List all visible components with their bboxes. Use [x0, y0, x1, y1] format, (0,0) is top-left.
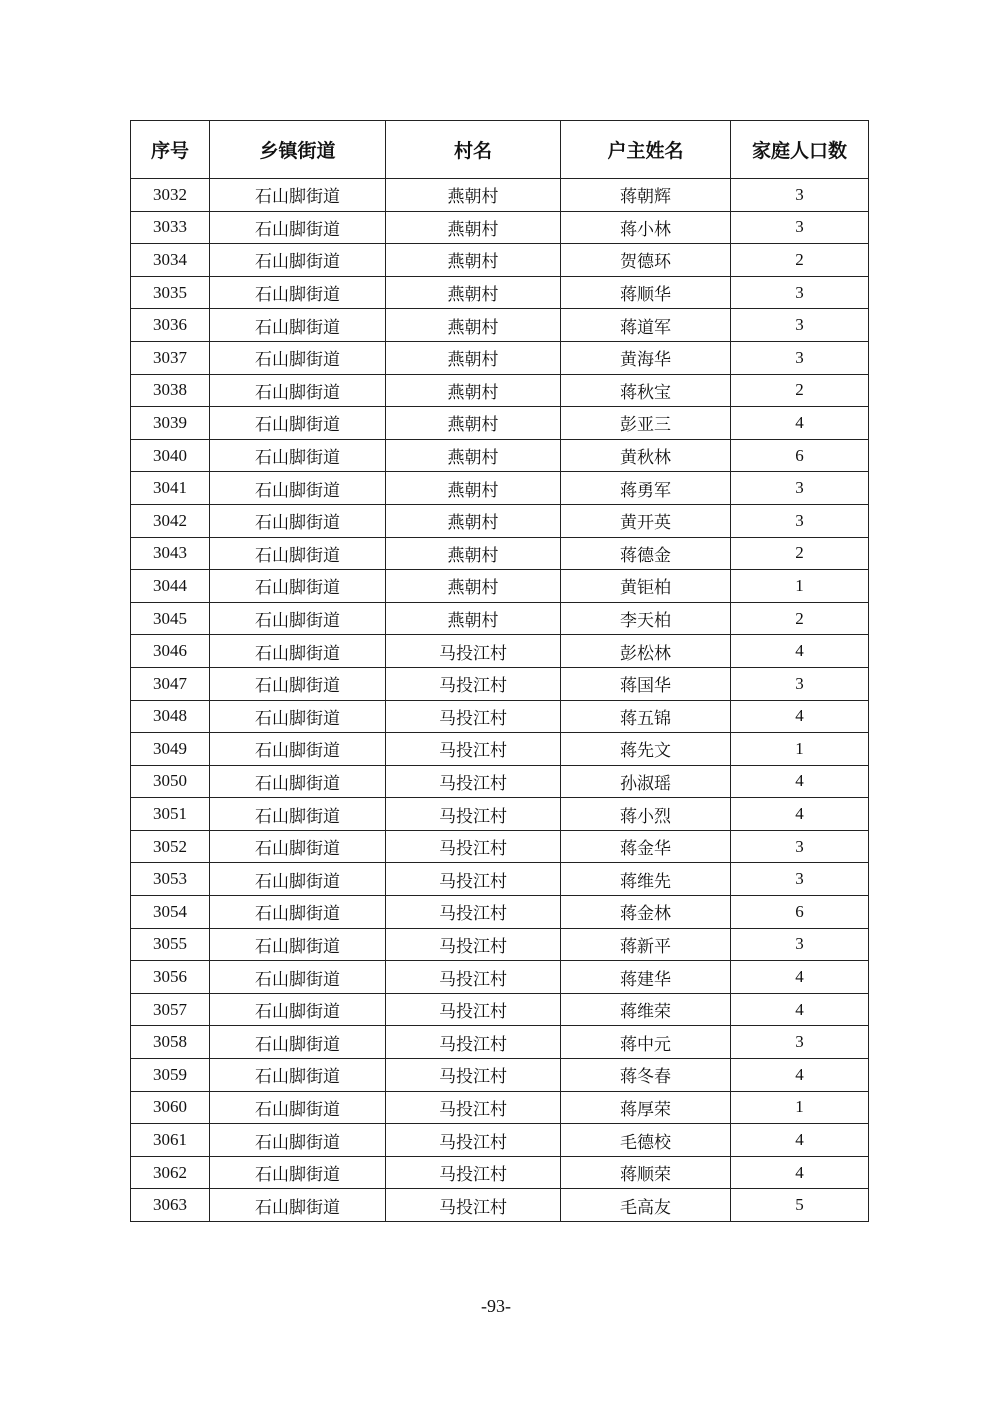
township-cell: 石山脚街道 — [210, 1189, 386, 1222]
householder-cell: 黄开英 — [561, 504, 731, 537]
household-size-cell: 2 — [731, 374, 869, 407]
village-cell: 马投江村 — [386, 1124, 561, 1157]
household-size-cell: 3 — [731, 504, 869, 537]
household-size-cell: 4 — [731, 1124, 869, 1157]
household-size-cell: 1 — [731, 570, 869, 603]
householder-cell: 蒋厚荣 — [561, 1091, 731, 1124]
table-row — [131, 1156, 869, 1189]
household-size-cell: 6 — [731, 439, 869, 472]
table-body — [131, 179, 869, 1222]
village-cell: 燕朝村 — [386, 537, 561, 570]
serial-number-cell: 3057 — [131, 993, 210, 1026]
table-row — [131, 276, 869, 309]
table-row — [131, 635, 869, 668]
village-cell: 马投江村 — [386, 1091, 561, 1124]
table-row — [131, 504, 869, 537]
table-row — [131, 179, 869, 212]
table-row — [131, 667, 869, 700]
village-cell: 马投江村 — [386, 733, 561, 766]
table-row — [131, 374, 869, 407]
township-cell: 石山脚街道 — [210, 504, 386, 537]
householder-cell: 蒋道军 — [561, 309, 731, 342]
township-cell: 石山脚街道 — [210, 961, 386, 994]
table-row — [131, 733, 869, 766]
householder-cell: 蒋小林 — [561, 211, 731, 244]
household-size-cell: 3 — [731, 211, 869, 244]
table-row — [131, 407, 869, 440]
header-village-name: 村名 — [386, 121, 561, 179]
household-size-cell: 3 — [731, 309, 869, 342]
householder-cell: 蒋金林 — [561, 896, 731, 929]
village-cell: 燕朝村 — [386, 341, 561, 374]
township-cell: 石山脚街道 — [210, 341, 386, 374]
table-row — [131, 928, 869, 961]
household-size-cell: 3 — [731, 472, 869, 505]
village-cell: 燕朝村 — [386, 602, 561, 635]
householder-cell: 蒋金华 — [561, 830, 731, 863]
serial-number-cell: 3034 — [131, 244, 210, 277]
township-cell: 石山脚街道 — [210, 1156, 386, 1189]
township-cell: 石山脚街道 — [210, 570, 386, 603]
householder-cell: 贺德环 — [561, 244, 731, 277]
township-cell: 石山脚街道 — [210, 309, 386, 342]
table-row — [131, 472, 869, 505]
serial-number-cell: 3035 — [131, 276, 210, 309]
table-row — [131, 765, 869, 798]
township-cell: 石山脚街道 — [210, 733, 386, 766]
household-size-cell: 3 — [731, 179, 869, 212]
serial-number-cell: 3043 — [131, 537, 210, 570]
household-size-cell: 5 — [731, 1189, 869, 1222]
table-row — [131, 961, 869, 994]
township-cell: 石山脚街道 — [210, 472, 386, 505]
householder-cell: 李天柏 — [561, 602, 731, 635]
township-cell: 石山脚街道 — [210, 830, 386, 863]
village-cell: 燕朝村 — [386, 570, 561, 603]
serial-number-cell: 3055 — [131, 928, 210, 961]
householder-cell: 毛高友 — [561, 1189, 731, 1222]
village-cell: 马投江村 — [386, 798, 561, 831]
household-size-cell: 4 — [731, 993, 869, 1026]
householder-cell: 蒋中元 — [561, 1026, 731, 1059]
serial-number-cell: 3054 — [131, 896, 210, 929]
table-row — [131, 1124, 869, 1157]
householder-cell: 彭亚三 — [561, 407, 731, 440]
serial-number-cell: 3033 — [131, 211, 210, 244]
serial-number-cell: 3044 — [131, 570, 210, 603]
village-cell: 马投江村 — [386, 993, 561, 1026]
township-cell: 石山脚街道 — [210, 439, 386, 472]
household-size-cell: 4 — [731, 635, 869, 668]
serial-number-cell: 3053 — [131, 863, 210, 896]
village-cell: 马投江村 — [386, 700, 561, 733]
township-cell: 石山脚街道 — [210, 537, 386, 570]
table-row — [131, 244, 869, 277]
village-cell: 马投江村 — [386, 1189, 561, 1222]
householder-cell: 蒋国华 — [561, 667, 731, 700]
table-row — [131, 1059, 869, 1092]
table-row — [131, 341, 869, 374]
householder-cell: 彭松林 — [561, 635, 731, 668]
township-cell: 石山脚街道 — [210, 179, 386, 212]
serial-number-cell: 3040 — [131, 439, 210, 472]
household-size-cell: 2 — [731, 537, 869, 570]
township-cell: 石山脚街道 — [210, 765, 386, 798]
page-number: -93- — [481, 1296, 511, 1316]
serial-number-cell: 3061 — [131, 1124, 210, 1157]
table-row — [131, 602, 869, 635]
household-size-cell: 3 — [731, 830, 869, 863]
serial-number-cell: 3046 — [131, 635, 210, 668]
table-header-row — [131, 121, 869, 179]
header-household-size: 家庭人口数 — [731, 121, 869, 179]
village-cell: 燕朝村 — [386, 276, 561, 309]
householder-cell: 蒋新平 — [561, 928, 731, 961]
householder-cell: 蒋朝辉 — [561, 179, 731, 212]
village-cell: 马投江村 — [386, 928, 561, 961]
serial-number-cell: 3058 — [131, 1026, 210, 1059]
township-cell: 石山脚街道 — [210, 993, 386, 1026]
village-cell: 燕朝村 — [386, 244, 561, 277]
serial-number-cell: 3047 — [131, 667, 210, 700]
householder-cell: 毛德校 — [561, 1124, 731, 1157]
header-householder-name: 户主姓名 — [561, 121, 731, 179]
village-cell: 燕朝村 — [386, 179, 561, 212]
household-size-cell: 4 — [731, 798, 869, 831]
household-size-cell: 3 — [731, 341, 869, 374]
table-row — [131, 1091, 869, 1124]
household-size-cell: 6 — [731, 896, 869, 929]
township-cell: 石山脚街道 — [210, 211, 386, 244]
village-cell: 燕朝村 — [386, 439, 561, 472]
header-serial-number: 序号 — [131, 121, 210, 179]
household-size-cell: 2 — [731, 244, 869, 277]
serial-number-cell: 3037 — [131, 341, 210, 374]
township-cell: 石山脚街道 — [210, 1026, 386, 1059]
village-cell: 马投江村 — [386, 961, 561, 994]
township-cell: 石山脚街道 — [210, 635, 386, 668]
serial-number-cell: 3050 — [131, 765, 210, 798]
township-cell: 石山脚街道 — [210, 407, 386, 440]
township-cell: 石山脚街道 — [210, 1059, 386, 1092]
table-row — [131, 211, 869, 244]
household-size-cell: 4 — [731, 407, 869, 440]
household-size-cell: 4 — [731, 1156, 869, 1189]
serial-number-cell: 3059 — [131, 1059, 210, 1092]
householder-cell: 蒋秋宝 — [561, 374, 731, 407]
table-row — [131, 309, 869, 342]
township-cell: 石山脚街道 — [210, 276, 386, 309]
table-row — [131, 570, 869, 603]
village-cell: 马投江村 — [386, 896, 561, 929]
householder-cell: 黄海华 — [561, 341, 731, 374]
village-cell: 马投江村 — [386, 765, 561, 798]
household-size-cell: 4 — [731, 765, 869, 798]
township-cell: 石山脚街道 — [210, 602, 386, 635]
householder-cell: 蒋德金 — [561, 537, 731, 570]
village-cell: 马投江村 — [386, 1156, 561, 1189]
household-size-cell: 3 — [731, 1026, 869, 1059]
household-size-cell: 1 — [731, 1091, 869, 1124]
township-cell: 石山脚街道 — [210, 798, 386, 831]
township-cell: 石山脚街道 — [210, 700, 386, 733]
serial-number-cell: 3045 — [131, 602, 210, 635]
householder-cell: 蒋小烈 — [561, 798, 731, 831]
village-cell: 马投江村 — [386, 863, 561, 896]
township-cell: 石山脚街道 — [210, 374, 386, 407]
householder-cell: 蒋维先 — [561, 863, 731, 896]
householder-cell: 蒋五锦 — [561, 700, 731, 733]
village-cell: 马投江村 — [386, 830, 561, 863]
serial-number-cell: 3038 — [131, 374, 210, 407]
serial-number-cell: 3052 — [131, 830, 210, 863]
village-cell: 马投江村 — [386, 1026, 561, 1059]
table-row — [131, 993, 869, 1026]
householder-cell: 蒋顺华 — [561, 276, 731, 309]
table-row — [131, 830, 869, 863]
serial-number-cell: 3063 — [131, 1189, 210, 1222]
serial-number-cell: 3048 — [131, 700, 210, 733]
serial-number-cell: 3056 — [131, 961, 210, 994]
serial-number-cell: 3032 — [131, 179, 210, 212]
township-cell: 石山脚街道 — [210, 896, 386, 929]
serial-number-cell: 3060 — [131, 1091, 210, 1124]
village-cell: 燕朝村 — [386, 374, 561, 407]
serial-number-cell: 3036 — [131, 309, 210, 342]
householder-cell: 蒋先文 — [561, 733, 731, 766]
village-cell: 燕朝村 — [386, 211, 561, 244]
household-size-cell: 3 — [731, 276, 869, 309]
village-cell: 马投江村 — [386, 667, 561, 700]
village-cell: 燕朝村 — [386, 309, 561, 342]
serial-number-cell: 3039 — [131, 407, 210, 440]
household-size-cell: 4 — [731, 961, 869, 994]
township-cell: 石山脚街道 — [210, 863, 386, 896]
village-cell: 燕朝村 — [386, 407, 561, 440]
householder-cell: 蒋建华 — [561, 961, 731, 994]
serial-number-cell: 3042 — [131, 504, 210, 537]
household-table — [130, 120, 869, 1222]
table-row — [131, 439, 869, 472]
table-row — [131, 1189, 869, 1222]
table-row — [131, 700, 869, 733]
serial-number-cell: 3062 — [131, 1156, 210, 1189]
householder-cell: 蒋顺荣 — [561, 1156, 731, 1189]
household-size-cell: 4 — [731, 1059, 869, 1092]
table-row — [131, 537, 869, 570]
householder-cell: 孙淑瑶 — [561, 765, 731, 798]
serial-number-cell: 3041 — [131, 472, 210, 505]
serial-number-cell: 3051 — [131, 798, 210, 831]
householder-cell: 蒋勇军 — [561, 472, 731, 505]
village-cell: 燕朝村 — [386, 472, 561, 505]
serial-number-cell: 3049 — [131, 733, 210, 766]
household-size-cell: 3 — [731, 667, 869, 700]
table-row — [131, 1026, 869, 1059]
village-cell: 燕朝村 — [386, 504, 561, 537]
township-cell: 石山脚街道 — [210, 1091, 386, 1124]
household-size-cell: 1 — [731, 733, 869, 766]
householder-cell: 黄秋林 — [561, 439, 731, 472]
householder-cell: 黄钜柏 — [561, 570, 731, 603]
table-row — [131, 863, 869, 896]
township-cell: 石山脚街道 — [210, 928, 386, 961]
village-cell: 马投江村 — [386, 1059, 561, 1092]
householder-cell: 蒋维荣 — [561, 993, 731, 1026]
household-size-cell: 2 — [731, 602, 869, 635]
householder-cell: 蒋冬春 — [561, 1059, 731, 1092]
household-size-cell: 3 — [731, 928, 869, 961]
township-cell: 石山脚街道 — [210, 1124, 386, 1157]
village-cell: 马投江村 — [386, 635, 561, 668]
table-row — [131, 896, 869, 929]
township-cell: 石山脚街道 — [210, 667, 386, 700]
table-row — [131, 798, 869, 831]
household-size-cell: 3 — [731, 863, 869, 896]
header-township-street: 乡镇街道 — [210, 121, 386, 179]
township-cell: 石山脚街道 — [210, 244, 386, 277]
household-size-cell: 4 — [731, 700, 869, 733]
